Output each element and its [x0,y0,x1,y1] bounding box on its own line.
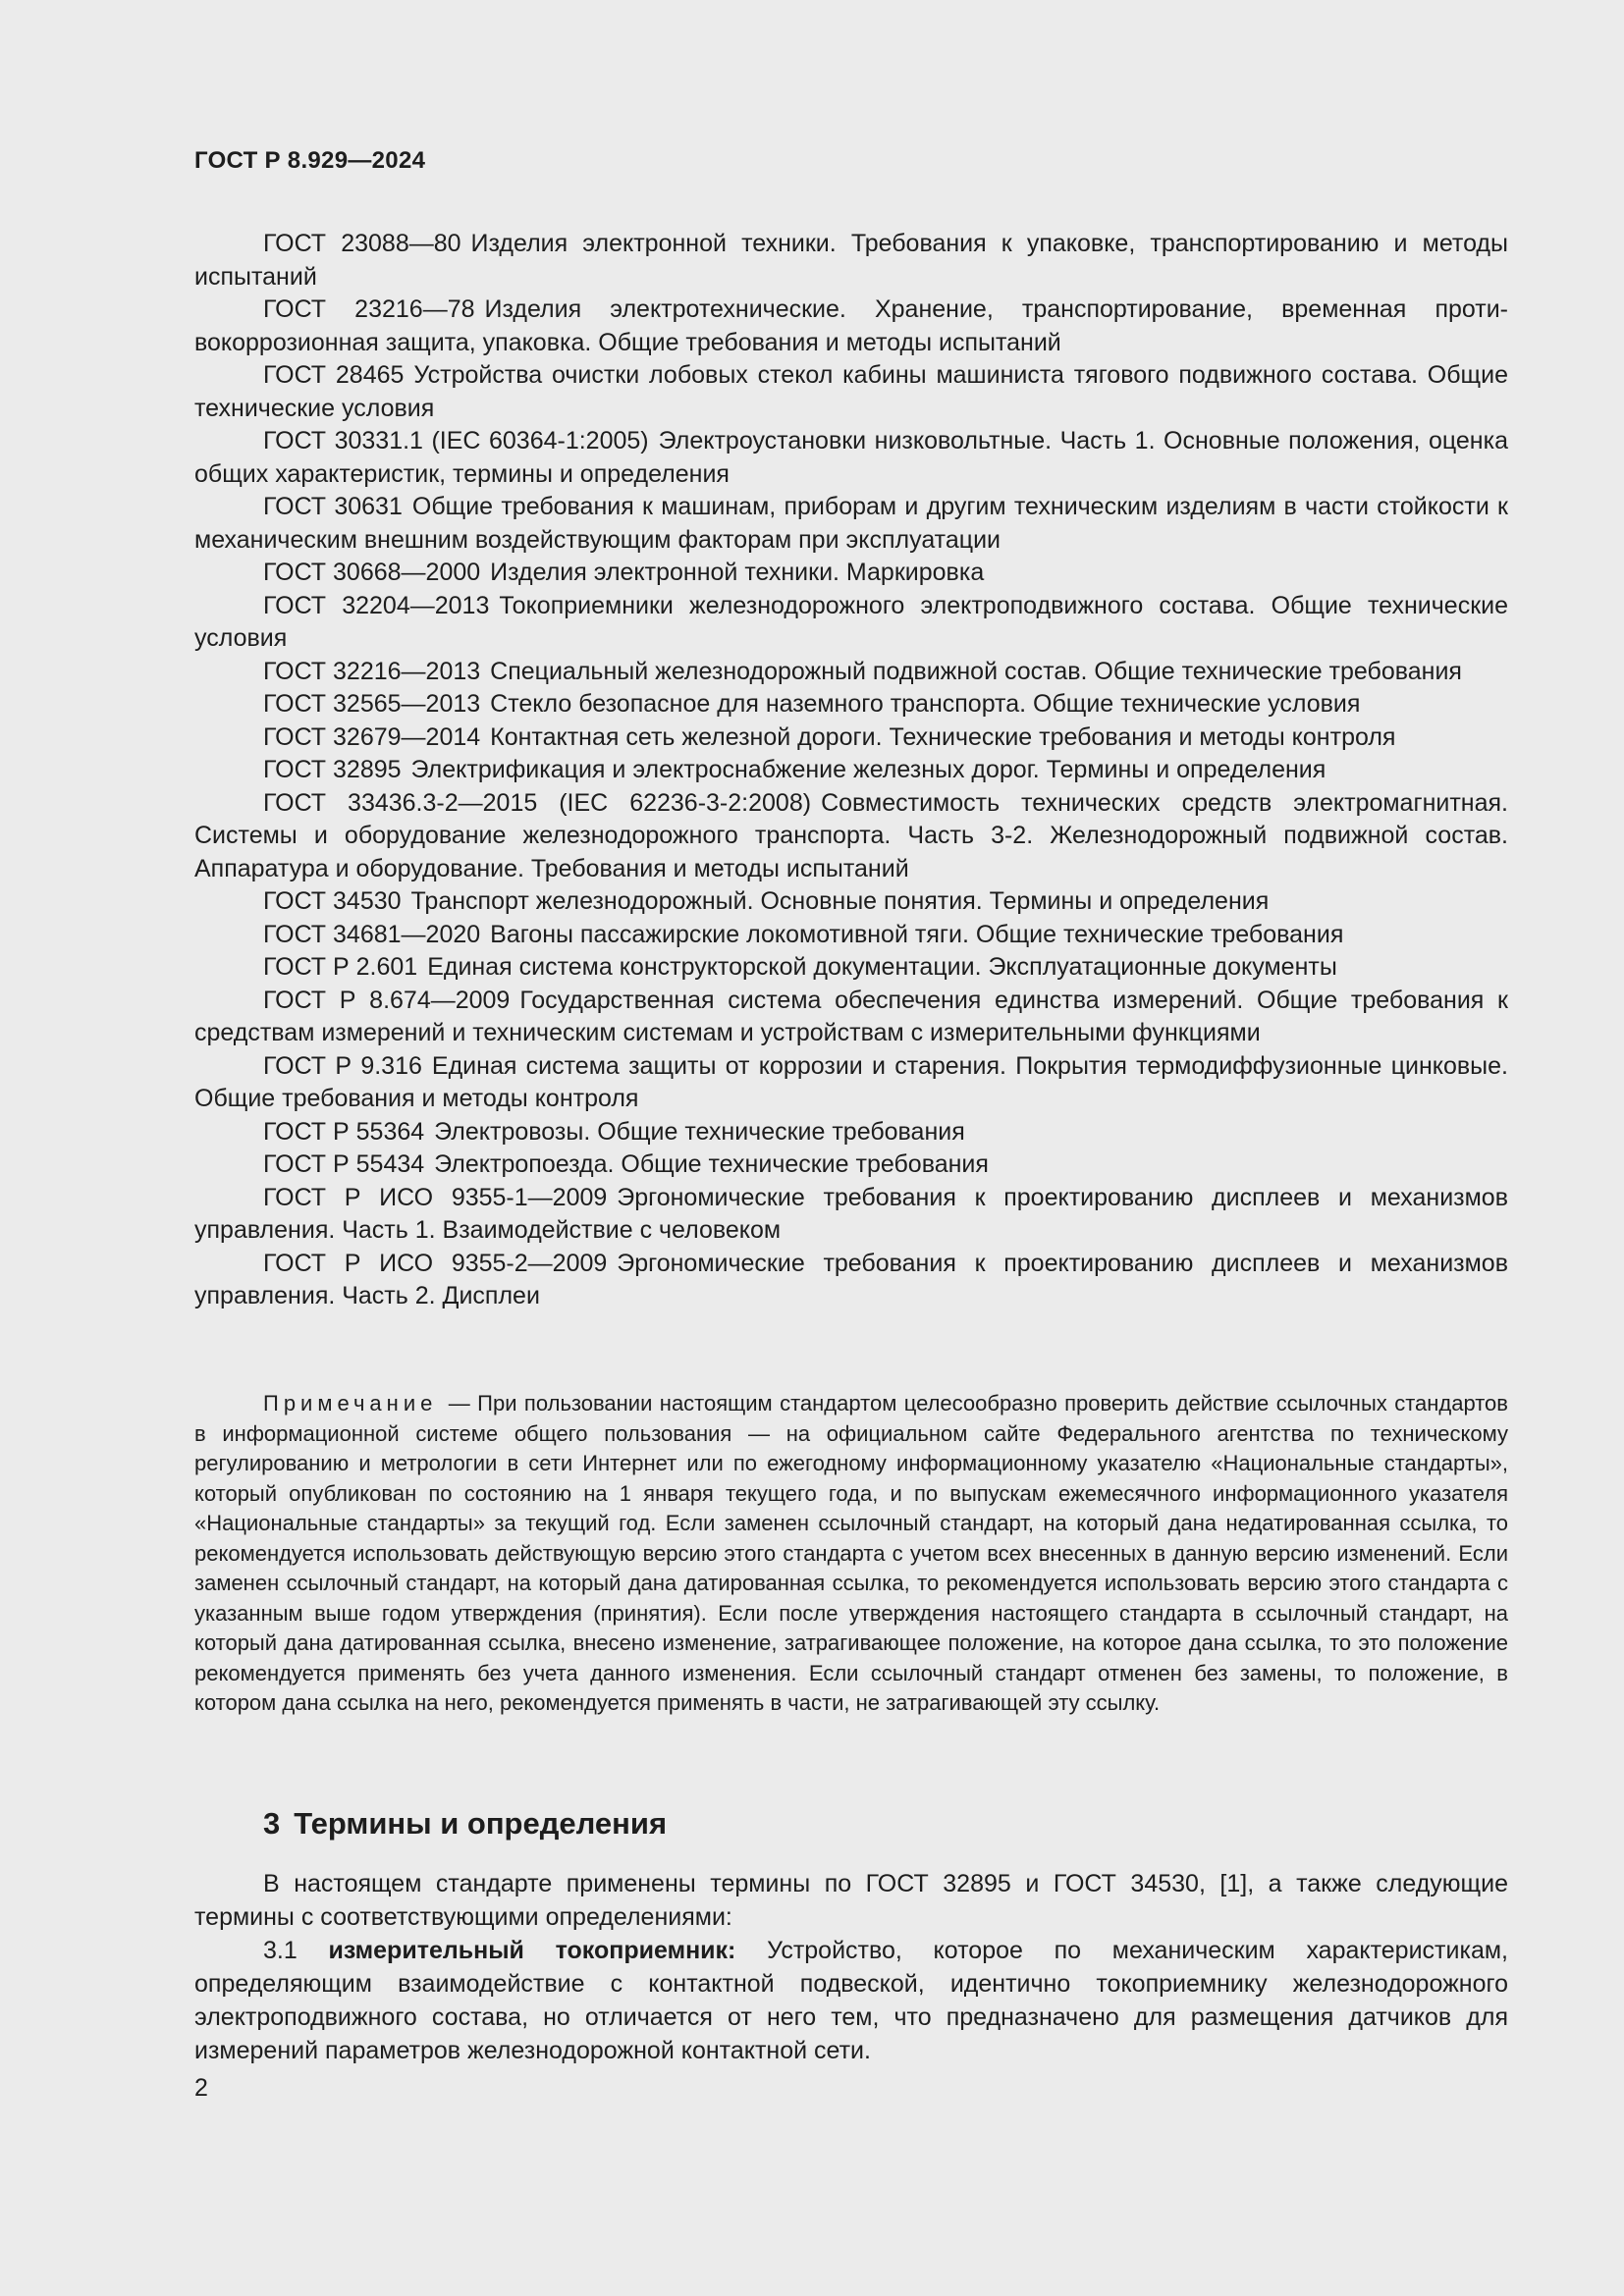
reference-title: Единая система защиты от коррозии и старения. Покрытия термодиффузионные цинковые. Общие требования и методы контроля [194,1051,1509,1112]
term-definition [194,1934,1508,2067]
reference-item [194,228,1508,294]
reference-title: Электроустановки низковольтные. Часть 1. Основные положения, оценка общих характеристик, термины и определения [194,427,1508,488]
reference-item [194,919,1508,952]
reference-item [194,359,1508,425]
section-number: 3 [263,1806,281,1841]
reference-title: Электропоезда. Общие технические требования [434,1150,989,1178]
section-body [194,1867,1508,2067]
reference-item [194,787,1508,886]
reference-item [194,425,1508,491]
section-heading [263,1806,667,1842]
reference-item [194,590,1508,656]
reference-item [194,1050,1508,1116]
section-title: Термины и определения [294,1806,668,1841]
reference-code: ГОСТ 23088—80 [263,230,461,257]
reference-title: Государственная система обеспечения единства измерений. Общие требования к средствам измерений и техническим системам и устройствам с измерительными функциями [194,986,1508,1046]
reference-item [194,656,1508,689]
reference-code: ГОСТ 32216—2013 [263,657,481,685]
note-paragraph [194,1389,1508,1719]
page-number: 2 [194,2074,208,2102]
reference-item [194,1248,1508,1313]
reference-code: ГОСТ Р 8.674—2009 [263,986,511,1014]
reference-code: ГОСТ 28465 [263,361,405,389]
note-text: — При пользовании настоящим стандартом целесообразно проверить действие ссылочных стандартов в информационной системе общего пользования — на официальном сайте Федерального агентства по техническому регулированию и метрологии в сети Интернет или по ежегодному информационному указателю «Национальные стандарты», который опубликован по состоянию на 1 января текущего года, и по выпускам ежемесячного информационного указателя «Национальные стандарты» за текущий год. Если заменен ссылочный стандарт, на который дана недатированная ссылка, то рекомендуется использовать действующую версию этого стандарта с учетом всех внесенных в данную версию изменений. Если заменен ссылочный стандарт, на который дана датированная ссылка, то рекомендуется использовать версию этого стандарта с указанным выше годом утверждения (принятия). Если после утверждения настоящего стандарта в ссылочный стандарт, на который дана датированная ссылка, внесено изменение, затрагивающее положение, на которое дана ссылка, то это положение рекомендуется применять без учета данного изменения. Если ссылочный стандарт отменен без замены, то положение, в котором дана ссылка на него, рекомендуется применять в части, не затрагивающей эту ссылку. [194,1391,1508,1715]
reference-code: ГОСТ 30631 [263,493,403,520]
reference-code: ГОСТ 30331.1 (IEC 60364-1:2005) [263,427,649,454]
reference-title: Токоприемники железнодорожного электроподвижного состава. Общие технические условия [194,591,1509,652]
reference-title: Изделия электронной техники. Требования к упаковке, транспортированию и методы испытаний [194,230,1508,291]
reference-item [194,885,1508,919]
reference-title: Контактная сеть железной дороги. Технические требования и методы контроля [490,722,1396,751]
reference-title: Изделия электронной техники. Маркировка [490,559,985,586]
reference-code: ГОСТ Р ИСО 9355-2—2009 [263,1249,608,1277]
reference-title: Вагоны пассажирские локомотивной тяги. Общие технические требования [490,920,1344,948]
reference-item [194,1116,1508,1149]
reference-title: Транспорт железнодорожный. Основные понятия. Термины и определения [410,887,1270,915]
reference-code: ГОСТ 32679—2014 [263,722,481,751]
term-number: 3.1 [263,1937,298,1964]
reference-item [194,1182,1508,1248]
reference-code: ГОСТ Р 2.601 [263,953,418,981]
term-name: измерительный токоприемник: [328,1937,736,1964]
reference-title: Общие требования к машинам, приборам и другим техническим изделиям в части стойкости к механическим внешним воздействующим факторам при эксплуатации [194,493,1508,554]
reference-item [194,985,1508,1050]
reference-item [194,557,1508,590]
reference-title: Электрификация и электроснабжение железных дорог. Термины и определения [410,756,1326,783]
reference-code: ГОСТ 34681—2020 [263,920,481,948]
reference-item [194,951,1508,985]
section-intro: В настоящем стандарте применены термины по ГОСТ 32895 и ГОСТ 34530, [1], а также следующие термины с соответствующими определениями: [194,1870,1508,1931]
term-text: Устройство, которое по механическим характеристикам, определяющим взаимодействие с контактной подвеской, идентично токоприемнику железнодорожного электроподвижного состава, но отличается от него тем, что предназначено для размещения датчиков для измерений параметров железнодорожной контактной сети. [194,1937,1508,2064]
reference-item [194,491,1508,557]
reference-title: Стекло безопасное для наземного транспорта. Общие технические условия [490,690,1361,718]
document-header: ГОСТ Р 8.929—2024 [194,147,426,174]
reference-code: ГОСТ Р 55364 [263,1117,425,1146]
normative-references-list [194,228,1508,1313]
reference-code: ГОСТ 32565—2013 [263,690,481,718]
reference-title: Специальный железнодорожный подвижной состав. Общие технические требования [490,657,1462,685]
reference-title: Эргономические требования к проектированию дисплеев и механизмов управления. Часть 1. Взаимодействие с человеком [194,1183,1508,1244]
reference-title: Устройства очистки лобовых стекол кабины машиниста тягового подвижного состава. Общие технические условия [194,361,1508,422]
reference-item [194,294,1508,359]
reference-code: ГОСТ Р 9.316 [263,1051,422,1080]
reference-item [194,1148,1508,1182]
reference-item [194,754,1508,787]
reference-code: ГОСТ 23216—78 [263,295,475,323]
reference-title: Эргономические требования к проектированию дисплеев и механизмов управления. Часть 2. Дисплеи [194,1249,1508,1309]
reference-code: ГОСТ Р ИСО 9355-1—2009 [263,1183,608,1211]
reference-code: ГОСТ 32895 [263,756,402,783]
reference-title: Совместимость технических средств электромагнитная. Системы и оборудование железнодорожного транспорта. Часть 3-2. Железнодорожный подвижной состав. Аппаратура и оборудование. Требования и методы испытаний [194,788,1508,882]
reference-item [194,721,1508,755]
reference-code: ГОСТ 34530 [263,887,402,915]
note-label: Примечание [263,1391,438,1415]
reference-item [194,688,1508,721]
reference-title: Изделия электротехнические. Хранение, транспортирование, временная противокоррозионная защита, упаковка. Общие требования и методы испытаний [194,295,1508,356]
reference-code: ГОСТ 32204—2013 [263,591,490,619]
reference-title: Электровозы. Общие технические требования [434,1117,965,1146]
reference-code: ГОСТ 30668—2000 [263,559,481,586]
reference-code: ГОСТ Р 55434 [263,1150,425,1178]
reference-title: Единая система конструкторской документации. Эксплуатационные документы [427,953,1337,981]
reference-code: ГОСТ 33436.3-2—2015 (IEC 62236-3-2:2008) [263,788,812,817]
